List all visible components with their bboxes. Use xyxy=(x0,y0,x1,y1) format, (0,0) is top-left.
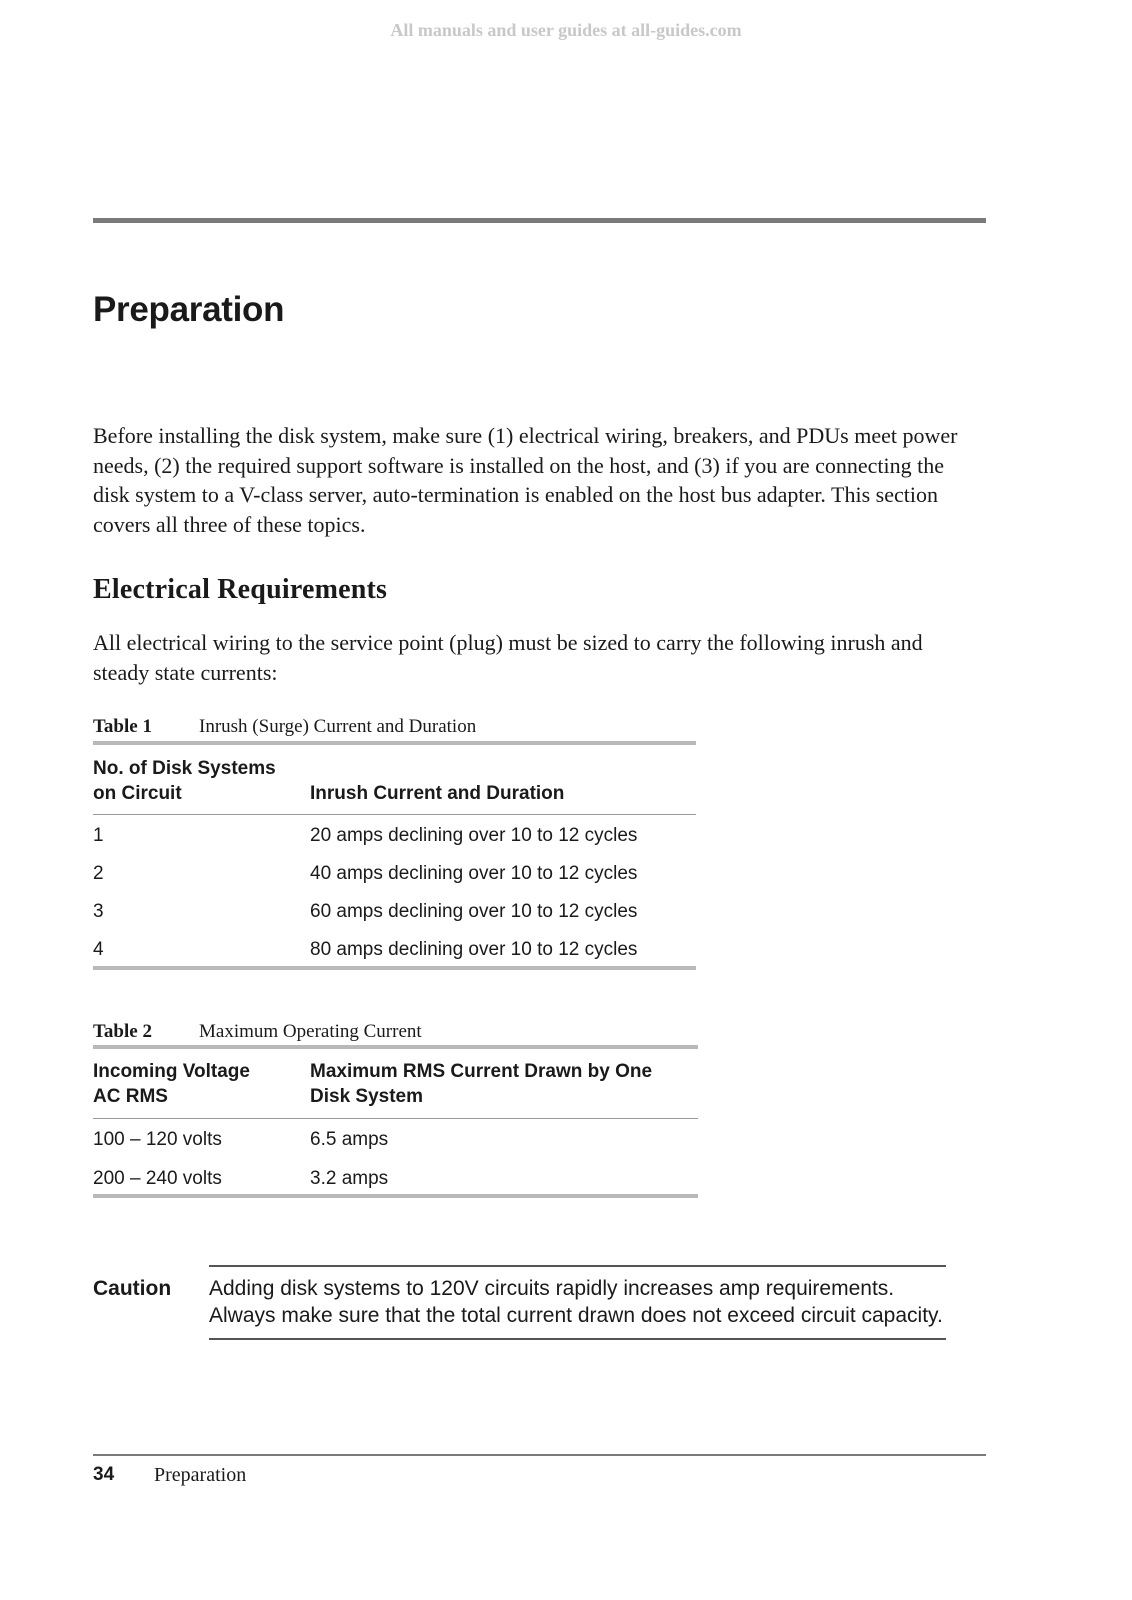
table1-header-col2: Inrush Current and Duration xyxy=(310,783,565,804)
table2-header-rule xyxy=(93,1118,698,1119)
table-row-cell: 80 amps declining over 10 to 12 cycles xyxy=(310,939,638,960)
table-row-cell: 60 amps declining over 10 to 12 cycles xyxy=(310,901,638,922)
table-row-cell: 200 – 240 volts xyxy=(93,1168,222,1189)
table-row-cell: 4 xyxy=(93,939,104,960)
caution-top-rule xyxy=(209,1265,946,1267)
footer-section-title: Preparation xyxy=(154,1464,247,1486)
electrical-intro-paragraph: All electrical wiring to the service point (plug) must be sized to carry the following inrush and steady state currents: xyxy=(93,630,923,685)
table-row-cell: 1 xyxy=(93,825,104,846)
table2-title: Maximum Operating Current xyxy=(199,1021,422,1042)
table1-header-col1-line2: on Circuit xyxy=(93,783,182,804)
table1-caption xyxy=(93,716,476,738)
table2-label: Table 2 xyxy=(93,1021,152,1042)
table2-bottom-rule xyxy=(93,1194,698,1198)
intro-paragraph: Before installing the disk system, make sure (1) electrical wiring, breakers, and PDUs meet power needs, (2) the required support software is installed on the host, and (3) if you are connecting the disk system to a V-class server, auto-termination is enabled on the host bus adapter. This section covers all three of these topics. xyxy=(93,423,958,537)
caution-bottom-rule xyxy=(209,1338,946,1340)
caution-label: Caution xyxy=(93,1277,172,1300)
table-row-cell: 20 amps declining over 10 to 12 cycles xyxy=(310,825,638,846)
table2-top-rule xyxy=(93,1045,698,1049)
table1-bottom-rule xyxy=(93,966,696,970)
table2-header-col1-line1: Incoming Voltage xyxy=(93,1061,250,1082)
table-row-cell: 100 – 120 volts xyxy=(93,1129,222,1150)
table1-top-rule xyxy=(93,741,696,745)
table1-header-rule xyxy=(93,814,696,815)
table2-caption xyxy=(93,1021,422,1043)
table1-label: Table 1 xyxy=(93,716,152,737)
table-row-cell: 6.5 amps xyxy=(310,1129,389,1150)
top-rule xyxy=(93,218,986,223)
caution-line2: Always make sure that the total current drawn does not exceed circuit capacity. xyxy=(209,1304,943,1327)
table2-header-col2-line2: Disk System xyxy=(310,1086,424,1107)
footer-rule xyxy=(93,1454,986,1456)
table2-header-col1-line2: AC RMS xyxy=(93,1086,168,1107)
table-row-cell: 3 xyxy=(93,901,104,922)
page-number: 34 xyxy=(93,1464,115,1485)
table-row-cell: 3.2 amps xyxy=(310,1168,389,1189)
page-title: Preparation xyxy=(93,290,285,329)
table1-header-col1-line1: No. of Disk Systems xyxy=(93,758,276,779)
table-row-cell: 2 xyxy=(93,863,104,884)
section-heading-electrical: Electrical Requirements xyxy=(93,574,388,605)
table2-header-col2-line1: Maximum RMS Current Drawn by One xyxy=(310,1061,653,1082)
watermark: All manuals and user guides at all-guides.com xyxy=(390,20,742,40)
caution-text xyxy=(209,1275,949,1329)
table1-title: Inrush (Surge) Current and Duration xyxy=(199,716,477,737)
table-row-cell: 40 amps declining over 10 to 12 cycles xyxy=(310,863,638,884)
caution-line1: Adding disk systems to 120V circuits rapidly increases amp requirements. xyxy=(209,1277,895,1300)
